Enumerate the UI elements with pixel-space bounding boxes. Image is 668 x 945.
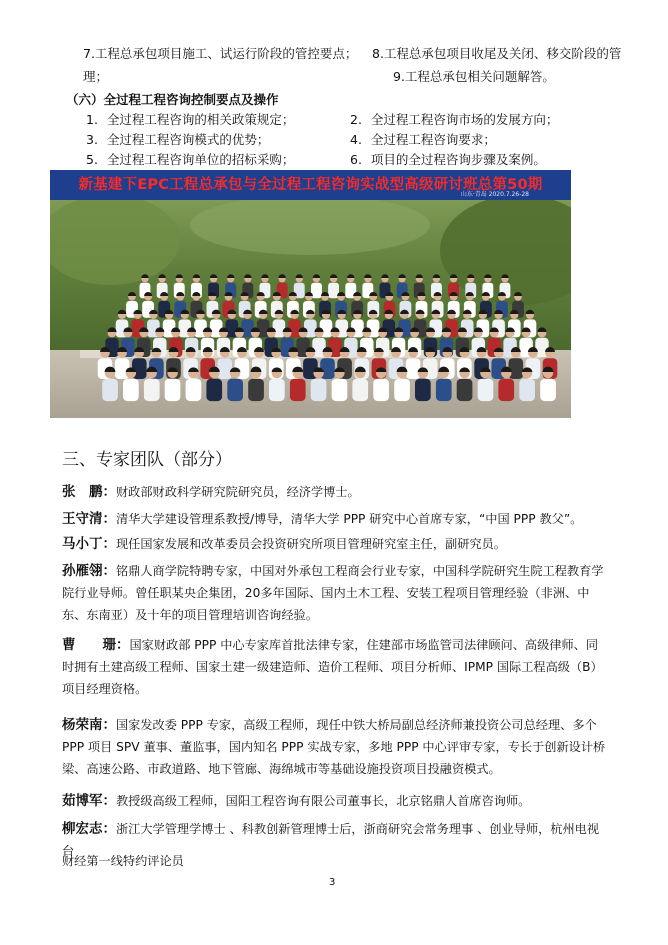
expert-desc: 教授级高级工程师，国阳工程咨询有限公司董事长，北京铭鼎人首席咨询师。 bbox=[116, 794, 531, 808]
group-photo bbox=[50, 170, 571, 418]
expert-desc: 国家财政部 PPP 中心专家库首批法律专家，住建部市场监管司法律顾问、高级律师、同时拥有土建高级工程师、国家土建一级建造师、造价工程师、项目分析师、IPMP 国际工程高级（B）项目经理资格。 bbox=[62, 638, 603, 696]
expert-desc: 现任国家发展和改革委员会投资研究所项目管理研究室主任，副研究员。 bbox=[116, 537, 506, 551]
expert-name: 杨荣南： bbox=[62, 717, 116, 733]
list-text: 全过程工程咨询的相关政策规定； bbox=[106, 112, 295, 127]
attendee-body bbox=[519, 379, 535, 401]
attendee-body bbox=[352, 379, 368, 401]
list-text: 全过程工程咨询单位的招标采购； bbox=[106, 152, 295, 167]
item-7: 7.工程总承包项目施工、试运行阶段的管控要点； bbox=[83, 46, 358, 61]
expert-name: 马小丁： bbox=[62, 536, 116, 552]
attendee-body bbox=[406, 358, 421, 379]
photo-scene bbox=[50, 200, 571, 418]
expert-name: 王守清： bbox=[62, 511, 116, 527]
attendee-body bbox=[478, 379, 494, 401]
list-item-4 bbox=[350, 130, 496, 148]
expert-0 bbox=[62, 481, 610, 503]
item-9: 9.工程总承包相关问题解答。 bbox=[393, 69, 555, 84]
expert-5 bbox=[62, 714, 610, 780]
attendee-body bbox=[218, 358, 233, 379]
attendee-body bbox=[540, 379, 556, 401]
attendee-body bbox=[248, 379, 264, 401]
expert-6 bbox=[62, 790, 610, 812]
expert-desc: 清华大学建设管理系教授/博导，清华大学 PPP 研究中心首席专家，“中国 PPP 教父”。 bbox=[116, 512, 583, 526]
expert-name: 孙雁翎： bbox=[62, 563, 116, 579]
expert-name: 曹 珊： bbox=[62, 637, 130, 653]
list-text: 全过程工程咨询要求； bbox=[370, 132, 496, 147]
list-item-2 bbox=[350, 110, 558, 128]
attendee-body bbox=[123, 379, 139, 401]
section-3-title: 三、专家团队（部分） bbox=[62, 450, 232, 470]
list-item-6 bbox=[350, 150, 546, 168]
attendee-body bbox=[144, 379, 160, 401]
expert-7-continuation: 财经第一线特约评论员 bbox=[62, 854, 184, 868]
attendee-body bbox=[206, 379, 222, 401]
attendee-body bbox=[227, 379, 243, 401]
list-item-5 bbox=[86, 150, 294, 168]
list-text: 项目的全过程咨询步骤及案例。 bbox=[370, 152, 546, 167]
expert-2 bbox=[62, 533, 610, 555]
attendee-body bbox=[332, 379, 348, 401]
expert-1 bbox=[62, 508, 610, 530]
expert-4 bbox=[62, 634, 610, 700]
attendee-body bbox=[269, 379, 285, 401]
attendee-body bbox=[498, 379, 514, 401]
attendee-body bbox=[415, 379, 431, 401]
attendee-body bbox=[457, 379, 473, 401]
list-text: 全过程工程咨询模式的优势； bbox=[106, 132, 270, 147]
expert-3 bbox=[62, 560, 610, 626]
section-6-title: （六）全过程工程咨询控制要点及操作 bbox=[66, 92, 279, 107]
attendee-body bbox=[373, 379, 389, 401]
attendee-body bbox=[394, 379, 410, 401]
attendee-body bbox=[290, 379, 306, 401]
expert-desc: 国家发改委 PPP 专家，高级工程师，现任中铁大桥局副总经济师兼投资公司总经理、多个 PPP 项目 SPV 董事、董监事，国内知名 PPP 实战专家，多地 PPP 中心评审专家，专长于创新设计桥梁、高速公路、市政道路、地下管廊、海绵城市等基础设施投资项目投融资模式。 bbox=[62, 718, 606, 776]
page-number: 3 bbox=[329, 877, 336, 888]
list-number: 1. bbox=[86, 112, 98, 127]
list-number: 2. bbox=[350, 112, 362, 127]
attendee-body bbox=[311, 379, 327, 401]
photo-banner: 新基建下EPC工程总承包与全过程工程咨询实战型高级研讨班总第50期 bbox=[50, 170, 571, 200]
attendee-body bbox=[186, 379, 202, 401]
expert-desc: 铭鼎人商学院特聘专家，中国对外承包工程商会行业专家，中国科学院研究生院工程教育学院行业导师。曾任职某央企集团，20多年国际、国内土木工程、安装工程项目管理经验（非洲、中东、东南亚）及十年的项目管理培训咨询经验。 bbox=[62, 564, 604, 622]
list-number: 3. bbox=[86, 132, 98, 147]
attendee-body bbox=[165, 379, 181, 401]
expert-name: 柳宏志： bbox=[62, 821, 116, 837]
list-item-1 bbox=[86, 110, 294, 128]
expert-desc: 浙江大学管理学博士 、科教创新管理博士后，浙商研究会常务理事 、创业导师，杭州电视台 bbox=[62, 822, 600, 858]
expert-name: 张 鹏： bbox=[62, 484, 116, 500]
item-7-continuation: 理； bbox=[83, 69, 109, 84]
list-number: 4. bbox=[350, 132, 362, 147]
list-number: 5. bbox=[86, 152, 98, 167]
attendee-body bbox=[102, 379, 118, 401]
expert-name: 茹博军： bbox=[62, 793, 116, 809]
item-8: 8.工程总承包项目收尾及关闭、移交阶段的管 bbox=[372, 46, 622, 61]
list-text: 全过程工程咨询市场的发展方向； bbox=[370, 112, 559, 127]
photo-banner-subtitle: 山东·青岛 2020.7.26-28 bbox=[460, 191, 529, 198]
list-item-3 bbox=[86, 130, 269, 148]
expert-desc: 财政部财政科学研究院研究员，经济学博士。 bbox=[116, 485, 360, 499]
list-number: 6. bbox=[350, 152, 362, 167]
attendee-body bbox=[436, 379, 452, 401]
